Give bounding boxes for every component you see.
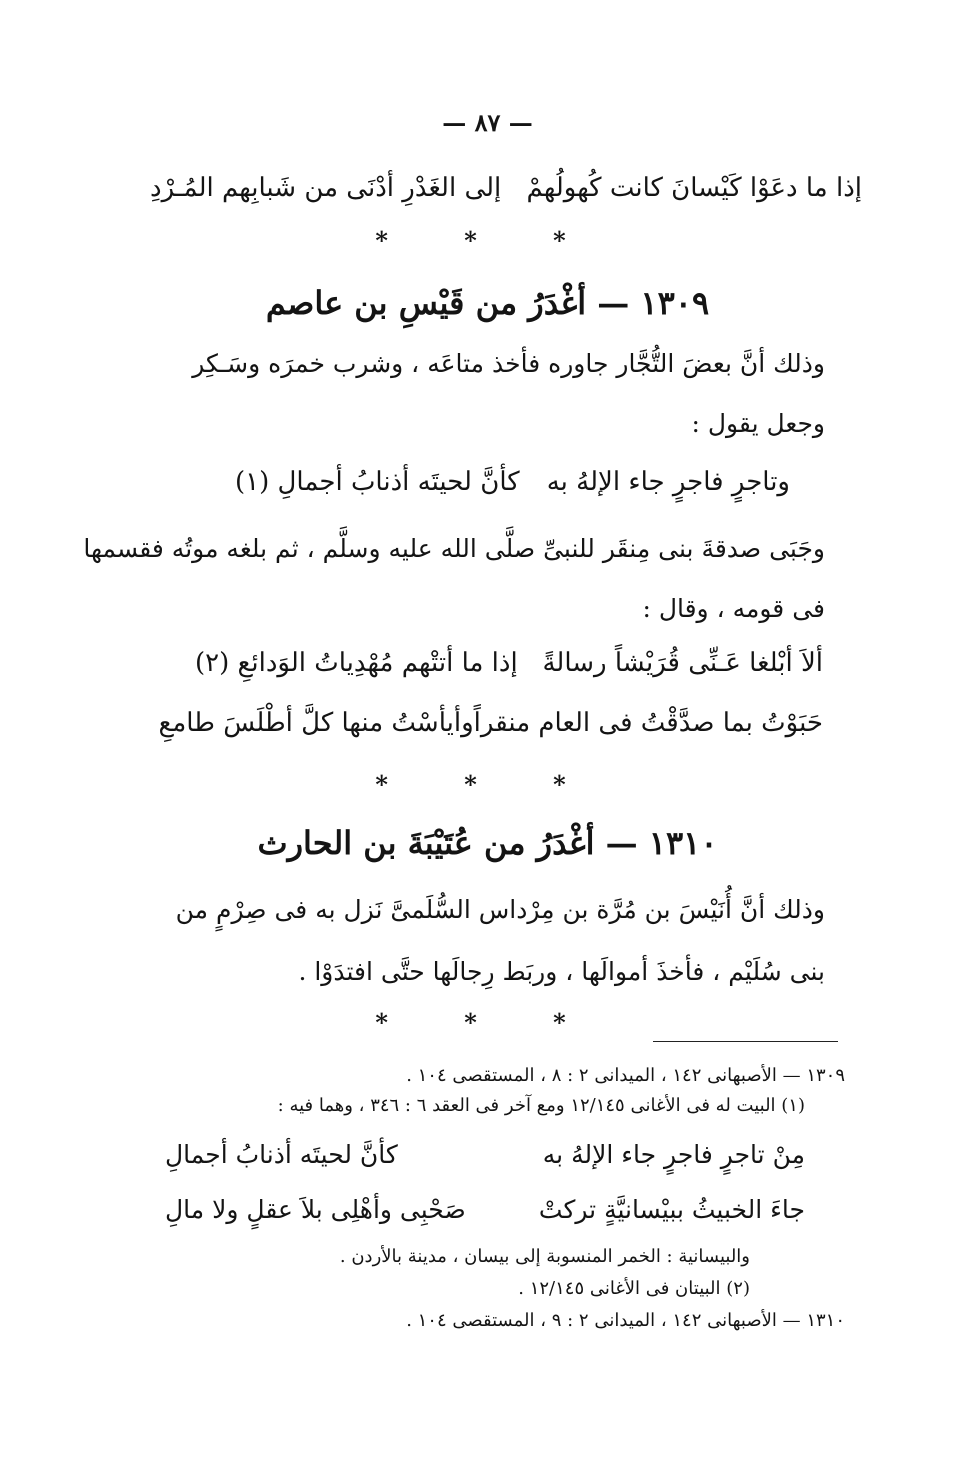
verse-hemistich-left: كأنَّ لحيتَه أذنابُ أجمالِ	[165, 1140, 398, 1169]
verse-hemistich-left: صَحْبِى وأهْلِى بلاَ عقلٍ ولا مالِ	[165, 1195, 466, 1224]
entry-1309-verse-1	[235, 462, 790, 502]
footnote-verse-1	[165, 1135, 805, 1175]
verse-hemistich-right: جاءَ الخبيثُ ببيْسانيَّةٍ تركتْ	[538, 1195, 805, 1224]
entry-1309-prose-line-3: وجَبَى صدقةَ بنى مِنقَر للنبىِّ صلَّى الله عليه وسلَّم ، ثم بلغه موتُه فقسمها	[83, 534, 825, 563]
entry-1309-verse-2b	[158, 703, 823, 743]
footnote-1: (١) البيت له فى الأغانى ١٢/١٤٥ ومع آخر فى العقد ٦ : ٣٤٦ ، وهما فيه :	[277, 1095, 805, 1116]
opening-verse	[150, 168, 862, 208]
footnote-1309-sources: ١٣٠٩ — الأصبهانى ١٤٢ ، الميدانى ٢ : ٨ ، المستقصى ١٠٤ .	[406, 1065, 845, 1086]
entry-heading-1310: ١٣١٠ — أغْدَرُ من عُتَيْبَةَ بن الحارث	[257, 824, 718, 862]
footnote-bisaniya: والبيسانية : الخمر المنسوبة إلى بيسان ، مدينة بالأردن .	[339, 1246, 750, 1267]
entry-1309-prose-line-4: فى قومه ، وقال :	[642, 594, 825, 623]
verse-hemistich-right: حَبَوْتُ بما صدَّقْتُ فى العام منقراً	[473, 708, 823, 738]
footnote-1310-sources: ١٣١٠ — الأصبهانى ١٤٢ ، الميدانى ٢ : ٩ ، المستقصى ١٠٤ .	[406, 1310, 845, 1331]
entry-1309-prose-line-2: وجعل يقول :	[691, 409, 825, 438]
entry-1309-prose-line-1: وذلك أنَّ بعضَ التُّجَّار جاوره فأخذ متاعَه ، وشرب خمرَه وسَـكِر	[192, 349, 825, 378]
footnote-verse-2	[165, 1190, 805, 1230]
entry-1309-verse-2a	[195, 643, 823, 683]
section-separator: * * *	[375, 1008, 600, 1037]
verse-hemistich-left: إلى الغَدْرِ أدْنَى من شَبابِهم المُـرْدِ	[150, 173, 502, 203]
verse-hemistich-right: مِنْ تاجرٍ فاجرٍ جاء الإلهُ به	[542, 1140, 805, 1169]
entry-heading-1309: ١٣٠٩ — أغْدَرُ من قَيْسِ بن عاصم	[265, 284, 710, 322]
footnote-2: (٢) البيتان فى الأغانى ١٢/١٤٥ .	[518, 1278, 750, 1299]
verse-hemistich-left: إذا ما أتتْهم مُهْدِياتُ الوَدائعِ (٢)	[195, 648, 518, 678]
section-separator: * * *	[375, 770, 600, 799]
footnote-rule	[653, 1041, 838, 1042]
verse-hemistich-left: وأيأسْتُ منها كلَّ أطْلَسَ طامعِ	[158, 708, 474, 738]
entry-1310-prose-line-2: بنى سُلَيْم ، فأخذَ أموالَها ، وربَط رِجالَها حتَّى افتدَوْا .	[298, 957, 825, 986]
verse-hemistich-right: ألاَ أبْلغا عَـنِّى قُرَيْشاً رسالةً	[542, 648, 823, 678]
verse-hemistich-right: إذا ما دعَوْا كَيْسانَ كانت كُهولُهمْ	[526, 173, 862, 203]
entry-1310-prose-line-1: وذلك أنَّ أُنَيْسَ بن مُرَّة بن مِرْداس السُّلَمىَّ نَزل به فى صِرْمٍ من	[175, 895, 825, 924]
page-number: — ٨٧ —	[442, 108, 533, 137]
verse-hemistich-right: وتاجرٍ فاجرٍ جاء الإلهُ به	[546, 467, 790, 497]
verse-hemistich-left: كأنَّ لحيتَه أذنابُ أجمالِ (١)	[235, 467, 520, 497]
section-separator: * * *	[375, 226, 600, 255]
